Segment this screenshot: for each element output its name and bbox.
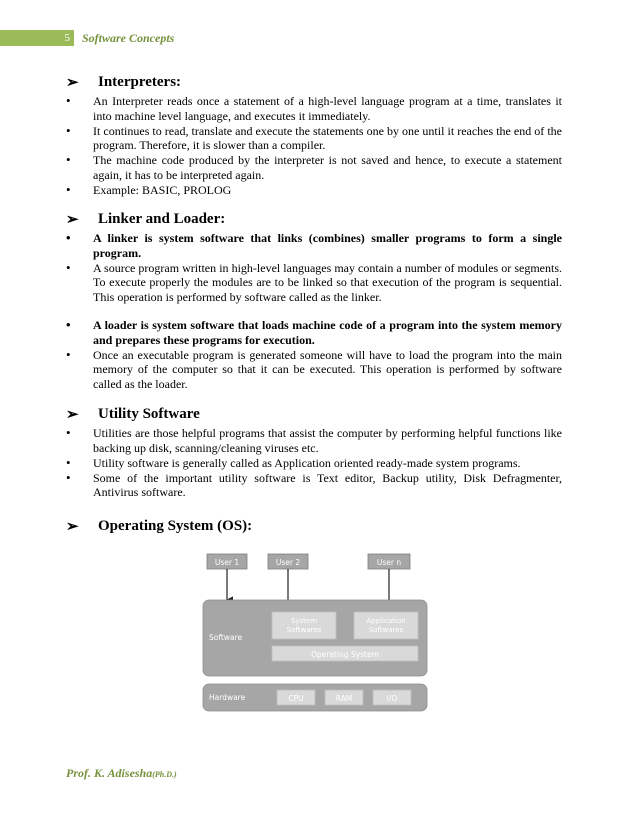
- loader-list: [66, 318, 562, 392]
- section-heading-interpreters: [66, 73, 181, 92]
- user-box: [268, 554, 308, 569]
- system-software-label: System: [290, 617, 318, 625]
- list-item: • Some of the important utility software is Text editor, Backup utility, Disk Defragmenter, Antivirus software.: [66, 471, 562, 500]
- arrow-bullet-icon: ➢: [66, 407, 79, 423]
- ram-label: RAM: [335, 694, 353, 703]
- linker-list: [66, 231, 562, 305]
- interpreters-list: [66, 94, 562, 198]
- list-item: • It continues to read, translate and execute the statements one by one until it reaches the end of the program. Therefore, it is slower than a compiler.: [66, 124, 562, 153]
- list-item: • A loader is system software that loads machine code of a program into the system memory and prepares these programs for execution.: [66, 318, 562, 347]
- list-item: • A source program written in high-level languages may contain a number of modules or segments. To execute properly the modules are to be linked so that execution of the program is sequential. This operation is performed by software called as the linker.: [66, 261, 562, 305]
- operating-system-label: Operating System: [311, 650, 379, 659]
- cpu-label: CPU: [288, 694, 304, 703]
- heading-text: Utility Software: [98, 406, 200, 422]
- footer-author: [66, 766, 177, 781]
- list-item: • Once an executable program is generated someone will have to load the program into the main memory of the computer so that it can be executed. This operation is performed by software called as the loader.: [66, 348, 562, 392]
- author-qualification: (Ph.D.): [152, 770, 177, 779]
- application-software-label: Application: [366, 617, 406, 625]
- list-item: • Utility software is generally called as Application oriented ready-made system programs.: [66, 456, 562, 471]
- system-software-label: Softwares: [286, 626, 322, 634]
- user-label: User n: [376, 558, 402, 567]
- author-name: Prof. K. Adisesha: [66, 766, 153, 780]
- user-label: User 1: [214, 558, 240, 567]
- software-label: Software: [209, 633, 243, 642]
- list-item: • An Interpreter reads once a statement of a high-level language program at a time, translates it into machine level language, and executes it immediately.: [66, 94, 562, 123]
- arrow-bullet-icon: ➢: [66, 519, 79, 535]
- section-heading-os: [66, 517, 252, 536]
- list-item: • Utilities are those helpful programs that assist the computer by performing helpful functions like backing up disk, scanning/cleaning viruses etc.: [66, 426, 562, 455]
- utility-list: [66, 426, 562, 500]
- header-title: Software Concepts: [82, 31, 175, 45]
- page-header: [0, 30, 638, 46]
- page-number: 5: [64, 32, 70, 44]
- application-software-label: Softwares: [368, 626, 404, 634]
- heading-text: Interpreters:: [98, 74, 182, 90]
- user-label: User 2: [275, 558, 301, 567]
- os-diagram: [201, 548, 435, 714]
- section-heading-utility: [66, 405, 200, 424]
- heading-text: Linker and Loader:: [98, 211, 226, 227]
- user-box: [368, 554, 410, 569]
- list-item: • The machine code produced by the interpreter is not saved and hence, to execute a statement again, it has to be interpreted again.: [66, 153, 562, 182]
- io-label: I/O: [386, 694, 398, 703]
- list-item: • Example: BASIC, PROLOG: [66, 183, 562, 198]
- page-number-box: [0, 30, 74, 46]
- hardware-label: Hardware: [209, 693, 246, 702]
- heading-text: Operating System (OS):: [98, 518, 253, 534]
- list-item: • A linker is system software that links (combines) smaller programs to form a single program.: [66, 231, 562, 260]
- arrow-bullet-icon: ➢: [66, 212, 79, 228]
- arrow-bullet-icon: ➢: [66, 75, 79, 91]
- user-box: [207, 554, 247, 569]
- section-heading-linker-loader: [66, 210, 225, 229]
